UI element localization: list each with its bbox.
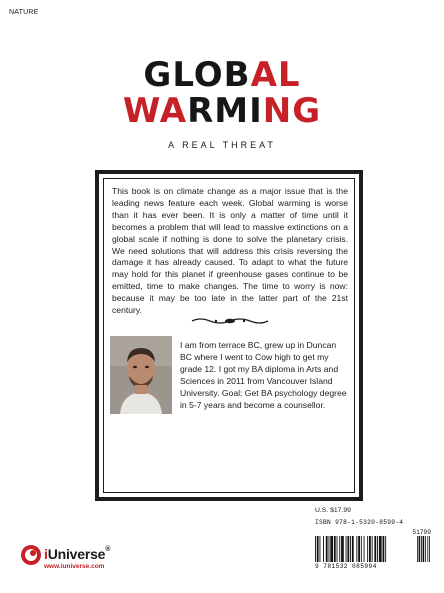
barcode-bar	[320, 536, 321, 562]
barcode-bar	[341, 536, 344, 562]
book-title	[0, 55, 444, 131]
barcode-bar	[347, 536, 349, 562]
price-label: U.S. $17.99	[315, 507, 351, 514]
barcode-addon-bar	[427, 536, 428, 562]
barcode-bar	[352, 536, 354, 562]
publisher-name: iUniverse®	[44, 546, 111, 562]
barcode-bar	[379, 536, 382, 562]
barcode-bar	[358, 536, 360, 562]
barcode-bar	[377, 536, 378, 562]
title-line-2: WARMING	[122, 91, 322, 131]
barcode-bar	[339, 536, 340, 562]
book-description: This book is on climate change as a major issue that is the leading news feature each week. Global warming is worse than it has ever been. It is only a matter of time until it becomes a problem that will lead to massive extinctions on a global scale if nothing is done to solve the planetary crisis. We need solutions that will address this crisis reversing the damage it has already caused. To adapt to what the future may hold for this planet if greenhouse gases continue to be emitted, time to make changes. The time to worry is now: because it may be too late in the latter part of the 21st century.	[112, 186, 348, 316]
barcode-addon-bar	[419, 536, 421, 562]
barcode-bar	[372, 536, 373, 562]
isbn-barcode	[315, 519, 433, 572]
author-bio: I am from terrace BC, grew up in Duncan BC where I went to Cow high to get my grade 12. I got my BA diploma in Arts and Sciences in 2011 from Vancouver Island University. Goal: Get BA psychology degree in 5-7 years and become a counsellor.	[180, 340, 347, 410]
barcode-addon-bar	[423, 536, 425, 562]
barcode-bar	[326, 536, 328, 562]
barcode-bar	[315, 536, 316, 562]
barcode-bar	[385, 536, 386, 562]
barcode-bar	[323, 536, 324, 562]
barcode-bar	[356, 536, 357, 562]
barcode-addon-bar	[429, 536, 430, 562]
barcode-bar	[337, 536, 338, 562]
barcode-graphic	[315, 528, 433, 562]
isbn-text: ISBN 978-1-5320-8599-4	[315, 519, 404, 526]
publisher-url: www.iuniverse.com	[44, 563, 105, 570]
barcode-bar	[330, 536, 333, 562]
barcode-bar	[346, 536, 347, 562]
barcode-bar	[383, 536, 385, 562]
barcode-bar	[350, 536, 351, 562]
iuniverse-swirl-icon	[20, 544, 42, 566]
barcode-bar	[364, 536, 365, 562]
genre-label: NATURE	[9, 9, 39, 16]
barcode-bar	[329, 536, 330, 562]
barcode-number: 9 781532 085994	[315, 563, 377, 570]
ornament-divider	[190, 316, 270, 326]
publisher-logo	[20, 544, 140, 576]
book-subtitle: A REAL THREAT	[168, 140, 276, 150]
barcode-addon-bar	[421, 536, 422, 562]
author-photo	[110, 336, 172, 414]
barcode-addon-bar	[425, 536, 426, 562]
barcode-bar	[369, 536, 371, 562]
barcode-bar	[374, 536, 376, 562]
isbn-addon: 51799	[412, 529, 431, 536]
barcode-bar	[317, 536, 319, 562]
barcode-bar	[367, 536, 368, 562]
barcode-addon-bar	[417, 536, 418, 562]
title-line-1: GLOBAL	[143, 55, 301, 95]
barcode-bar	[334, 536, 336, 562]
barcode-bar	[361, 536, 362, 562]
